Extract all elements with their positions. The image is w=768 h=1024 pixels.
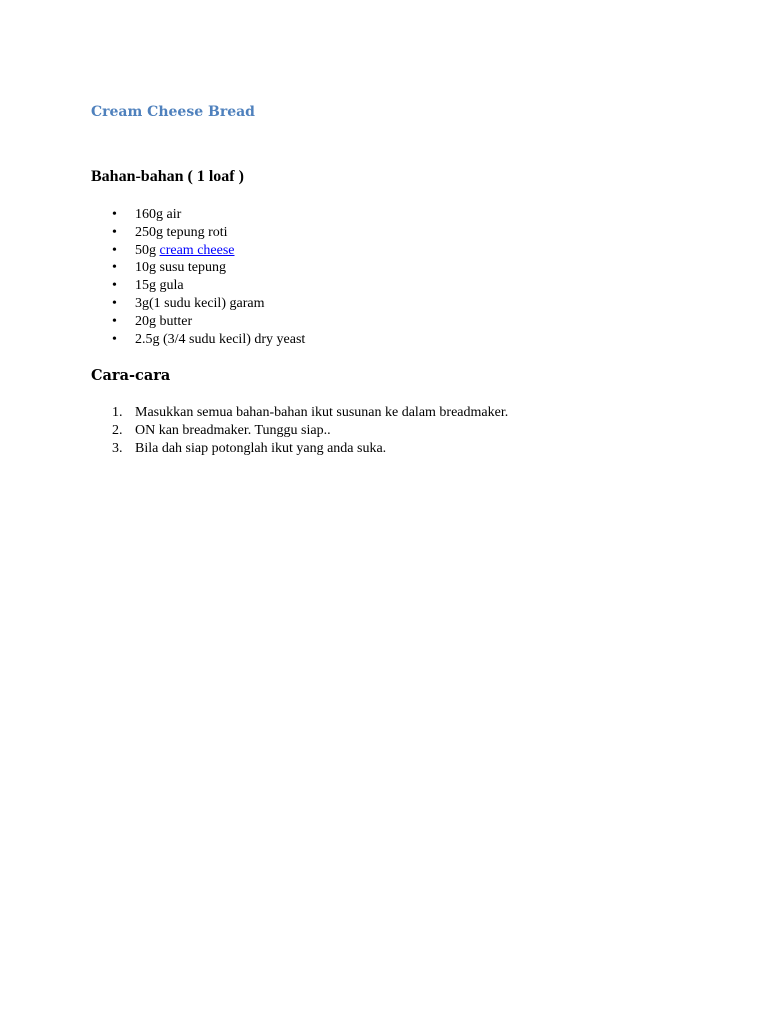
cream-cheese-link[interactable]: cream cheese <box>159 242 235 258</box>
step-number: 2. <box>112 422 123 438</box>
step-text: ON kan breadmaker. Tunggu siap.. <box>135 422 331 438</box>
bullet-marker: • <box>112 207 117 222</box>
bullet-marker: • <box>112 331 117 347</box>
step-text: Bila dah siap potonglah ikut yang anda suka. <box>135 440 387 456</box>
recipe-title: Cream Cheese Bread <box>91 104 255 120</box>
bullet-marker: • <box>112 224 117 240</box>
ingredients-heading: Bahan-bahan ( 1 loaf ) <box>91 168 244 185</box>
bullet-marker: • <box>112 242 117 258</box>
ingredient-text-with-link <box>135 242 235 260</box>
ingredient-prefix: 50g <box>135 242 160 258</box>
bullet-marker: • <box>112 313 117 329</box>
step-text: Masukkan semua bahan-bahan ikut susunan ke dalam breadmaker. <box>135 405 509 420</box>
ingredient-text: 3g(1 sudu kecil) garam <box>135 295 265 311</box>
ingredient-text: 2.5g (3/4 sudu kecil) dry yeast <box>135 331 306 347</box>
ingredient-text: 10g susu tepung <box>135 260 226 276</box>
ingredient-text: 160g air <box>135 207 182 222</box>
ingredient-text: 20g butter <box>135 313 193 329</box>
bullet-marker: • <box>112 260 117 276</box>
bullet-marker: • <box>112 278 117 294</box>
step-number: 1. <box>112 405 123 420</box>
bullet-marker: • <box>112 295 117 311</box>
steps-heading: Cara-cara <box>91 367 171 384</box>
step-number: 3. <box>112 440 123 456</box>
ingredient-text: 15g gula <box>135 278 184 294</box>
ingredient-text: 250g tepung roti <box>135 224 228 240</box>
